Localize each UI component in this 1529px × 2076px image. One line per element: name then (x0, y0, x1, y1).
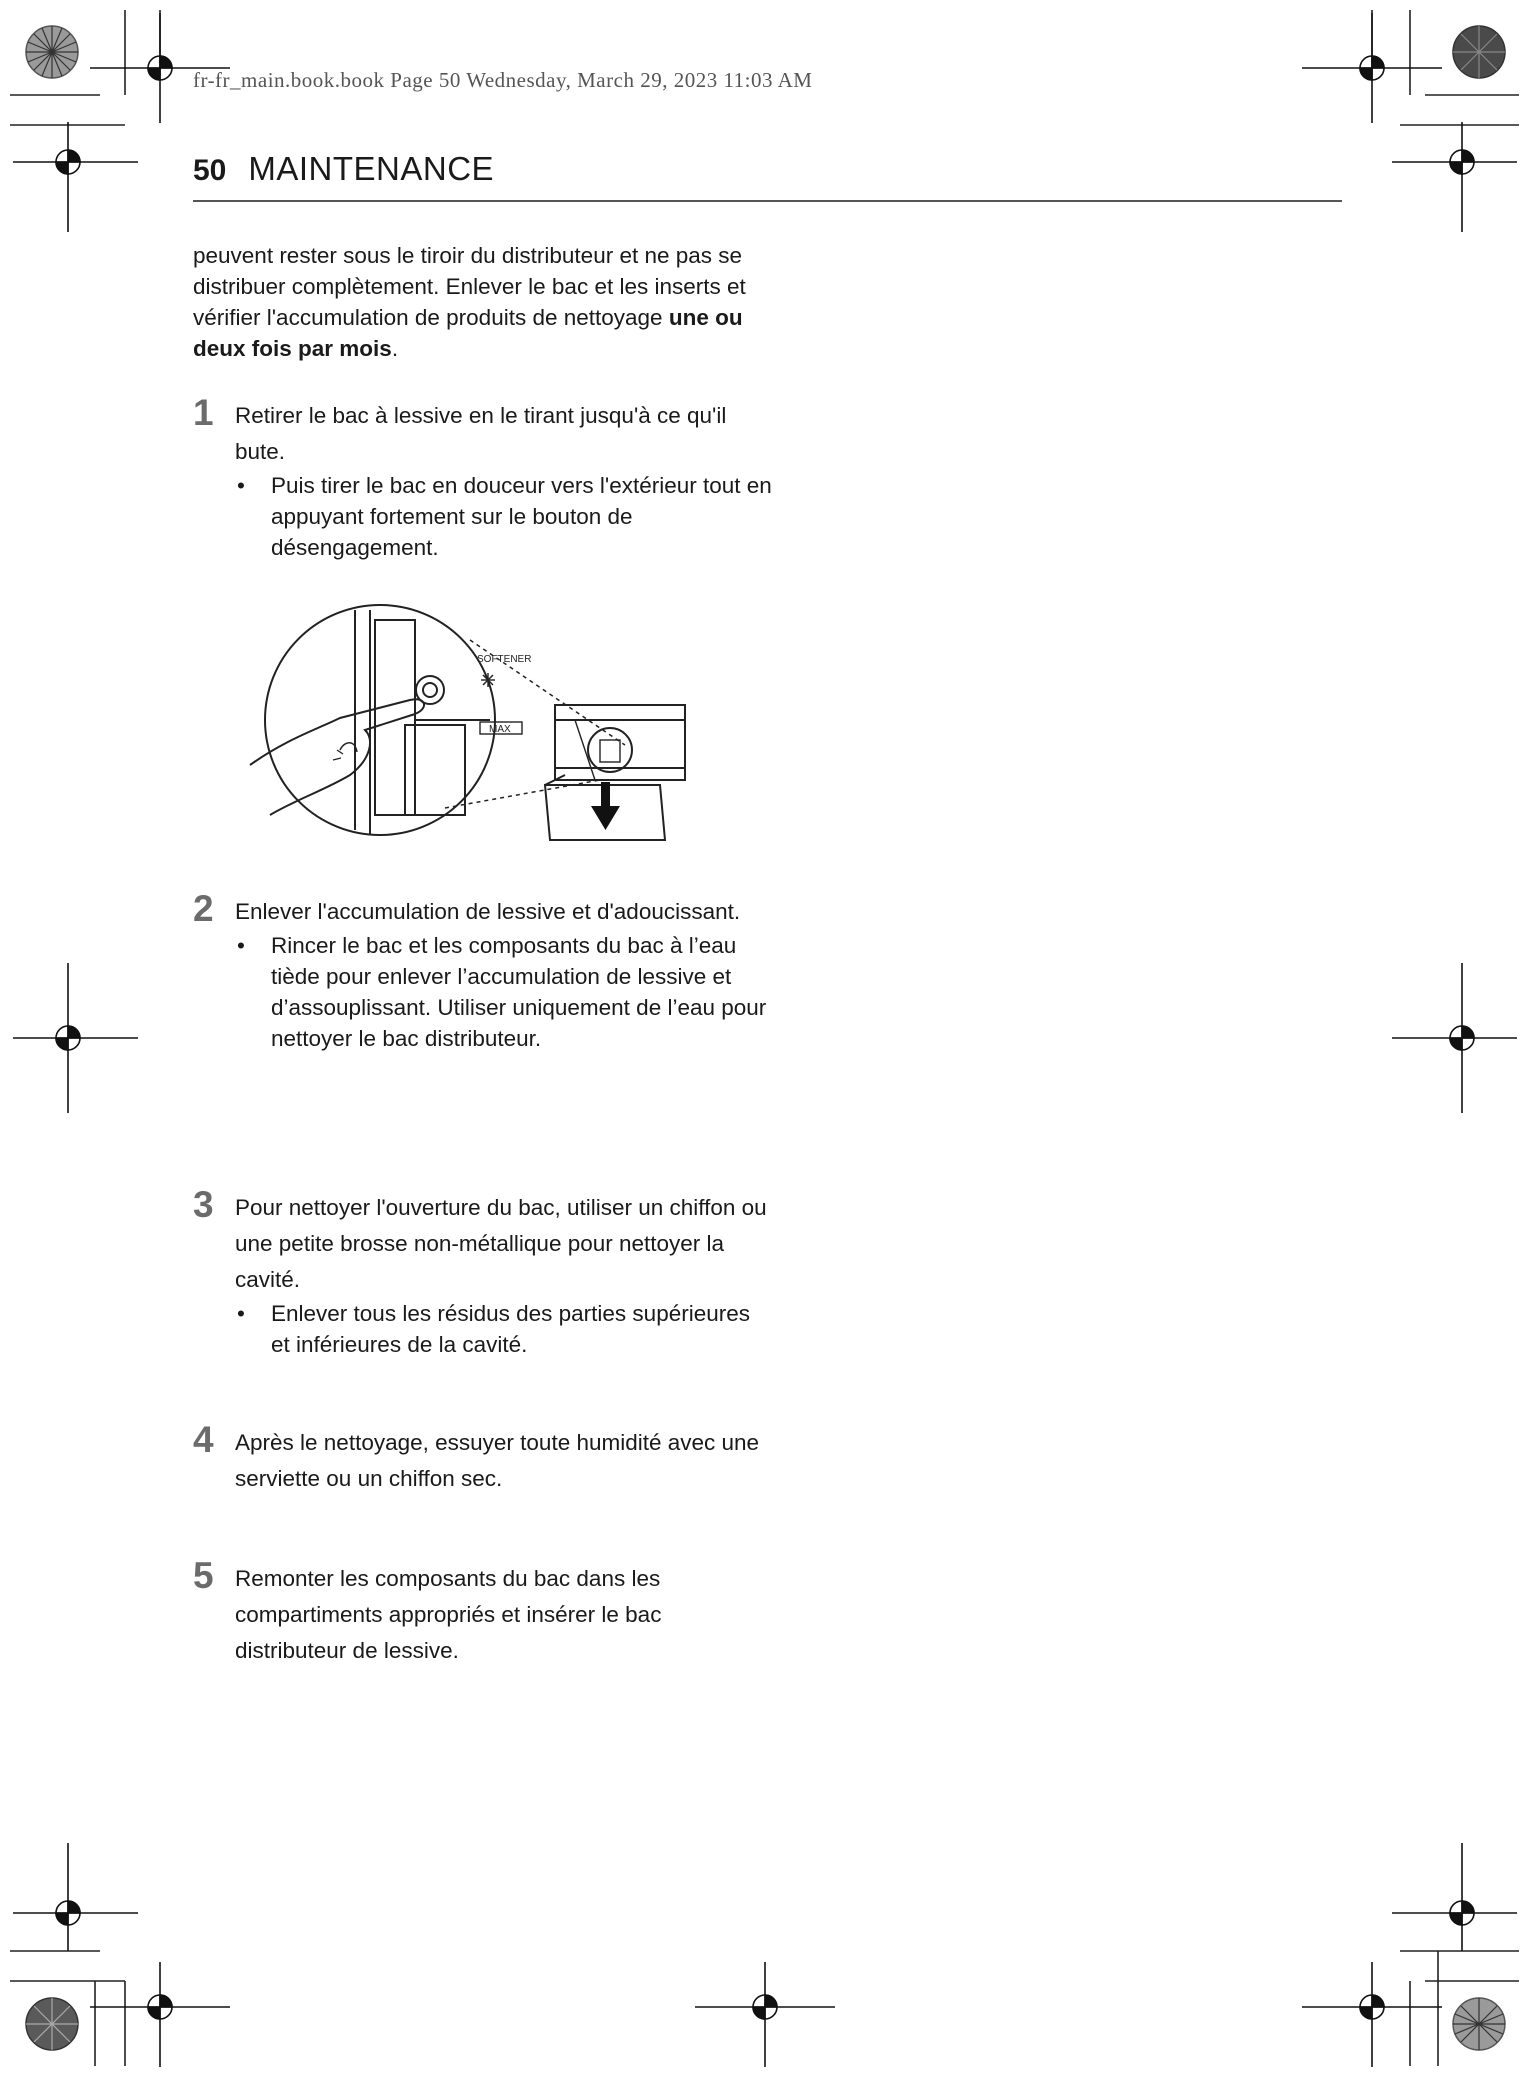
intro-text: peuvent rester sous le tiroir du distributeur et ne pas se distribuer complètement. Enlever le bac et les inserts et vérifier l'accumulation de produits de nettoyage (193, 243, 746, 330)
bullet-text: Enlever tous les résidus des parties supérieures et inférieures de la cavité. (271, 1301, 750, 1357)
step-2 (193, 888, 773, 1054)
softener-label: SOFTENER (477, 654, 532, 665)
step-number: 3 (193, 1184, 214, 1225)
bullet-dot: • (237, 933, 245, 958)
step-text: Remonter les composants du bac dans les compartiments appropriés et insérer le bac distributeur de lessive. (235, 1566, 662, 1663)
step-bullet (235, 930, 773, 1054)
registration-mark (1392, 963, 1517, 1113)
density-target (1453, 26, 1505, 78)
registration-mark (13, 122, 138, 232)
bullet-dot: • (237, 473, 245, 498)
print-slug: fr-fr_main.book.book Page 50 Wednesday, March 29, 2023 11:03 AM (193, 68, 813, 92)
registration-mark (1392, 1843, 1517, 1951)
arrow-down-icon (591, 782, 620, 830)
step-text: Retirer le bac à lessive en le tirant jusqu'à ce qu'il bute. (235, 403, 727, 464)
header-rule (193, 200, 1342, 202)
step-number: 4 (193, 1419, 214, 1460)
registration-mark (1302, 13, 1442, 123)
registration-mark (1392, 122, 1517, 232)
registration-mark (13, 1843, 138, 1951)
max-label: MAX (489, 724, 511, 735)
registration-mark (695, 1962, 835, 2067)
step-4 (193, 1419, 773, 1497)
step-1 (193, 392, 773, 563)
intro-emphasis: une ou deux fois par mois (193, 305, 743, 361)
section-title: MAINTENANCE (248, 150, 495, 187)
page-number: 50 (193, 154, 227, 187)
intro-paragraph (193, 240, 753, 364)
step-5 (193, 1555, 773, 1669)
step-text: Après le nettoyage, essuyer toute humidité avec une serviette ou un chiffon sec. (235, 1430, 760, 1491)
density-target (26, 26, 78, 78)
page-header (193, 150, 1343, 188)
bullet-text: Rincer le bac et les composants du bac à l’eau tiède pour enlever l’accumulation de lessive et d’assouplissant. Utiliser uniquement de l’eau pour nettoyer le bac distributeur. (271, 933, 767, 1051)
step-text: Enlever l'accumulation de lessive et d'adoucissant. (235, 899, 741, 924)
registration-mark (90, 1962, 230, 2067)
bullet-dot: • (237, 1301, 245, 1326)
registration-mark (1302, 1962, 1442, 2067)
density-target (26, 1998, 78, 2050)
step-3 (193, 1184, 773, 1360)
bullet-text: Puis tirer le bac en douceur vers l'extérieur tout en appuyant fortement sur le bouton de désengagement. (271, 473, 772, 560)
registration-mark (13, 963, 138, 1113)
step-text: Pour nettoyer l'ouverture du bac, utiliser un chiffon ou une petite brosse non-métallique pour nettoyer la cavité. (235, 1195, 767, 1292)
density-target (1453, 1998, 1505, 2050)
step-number: 1 (193, 392, 214, 433)
intro-end: . (391, 336, 399, 361)
step-number: 5 (193, 1555, 214, 1596)
step-bullet (235, 470, 773, 563)
dispenser-illustration (245, 590, 695, 850)
step-bullet (235, 1298, 773, 1360)
step-number: 2 (193, 888, 214, 929)
